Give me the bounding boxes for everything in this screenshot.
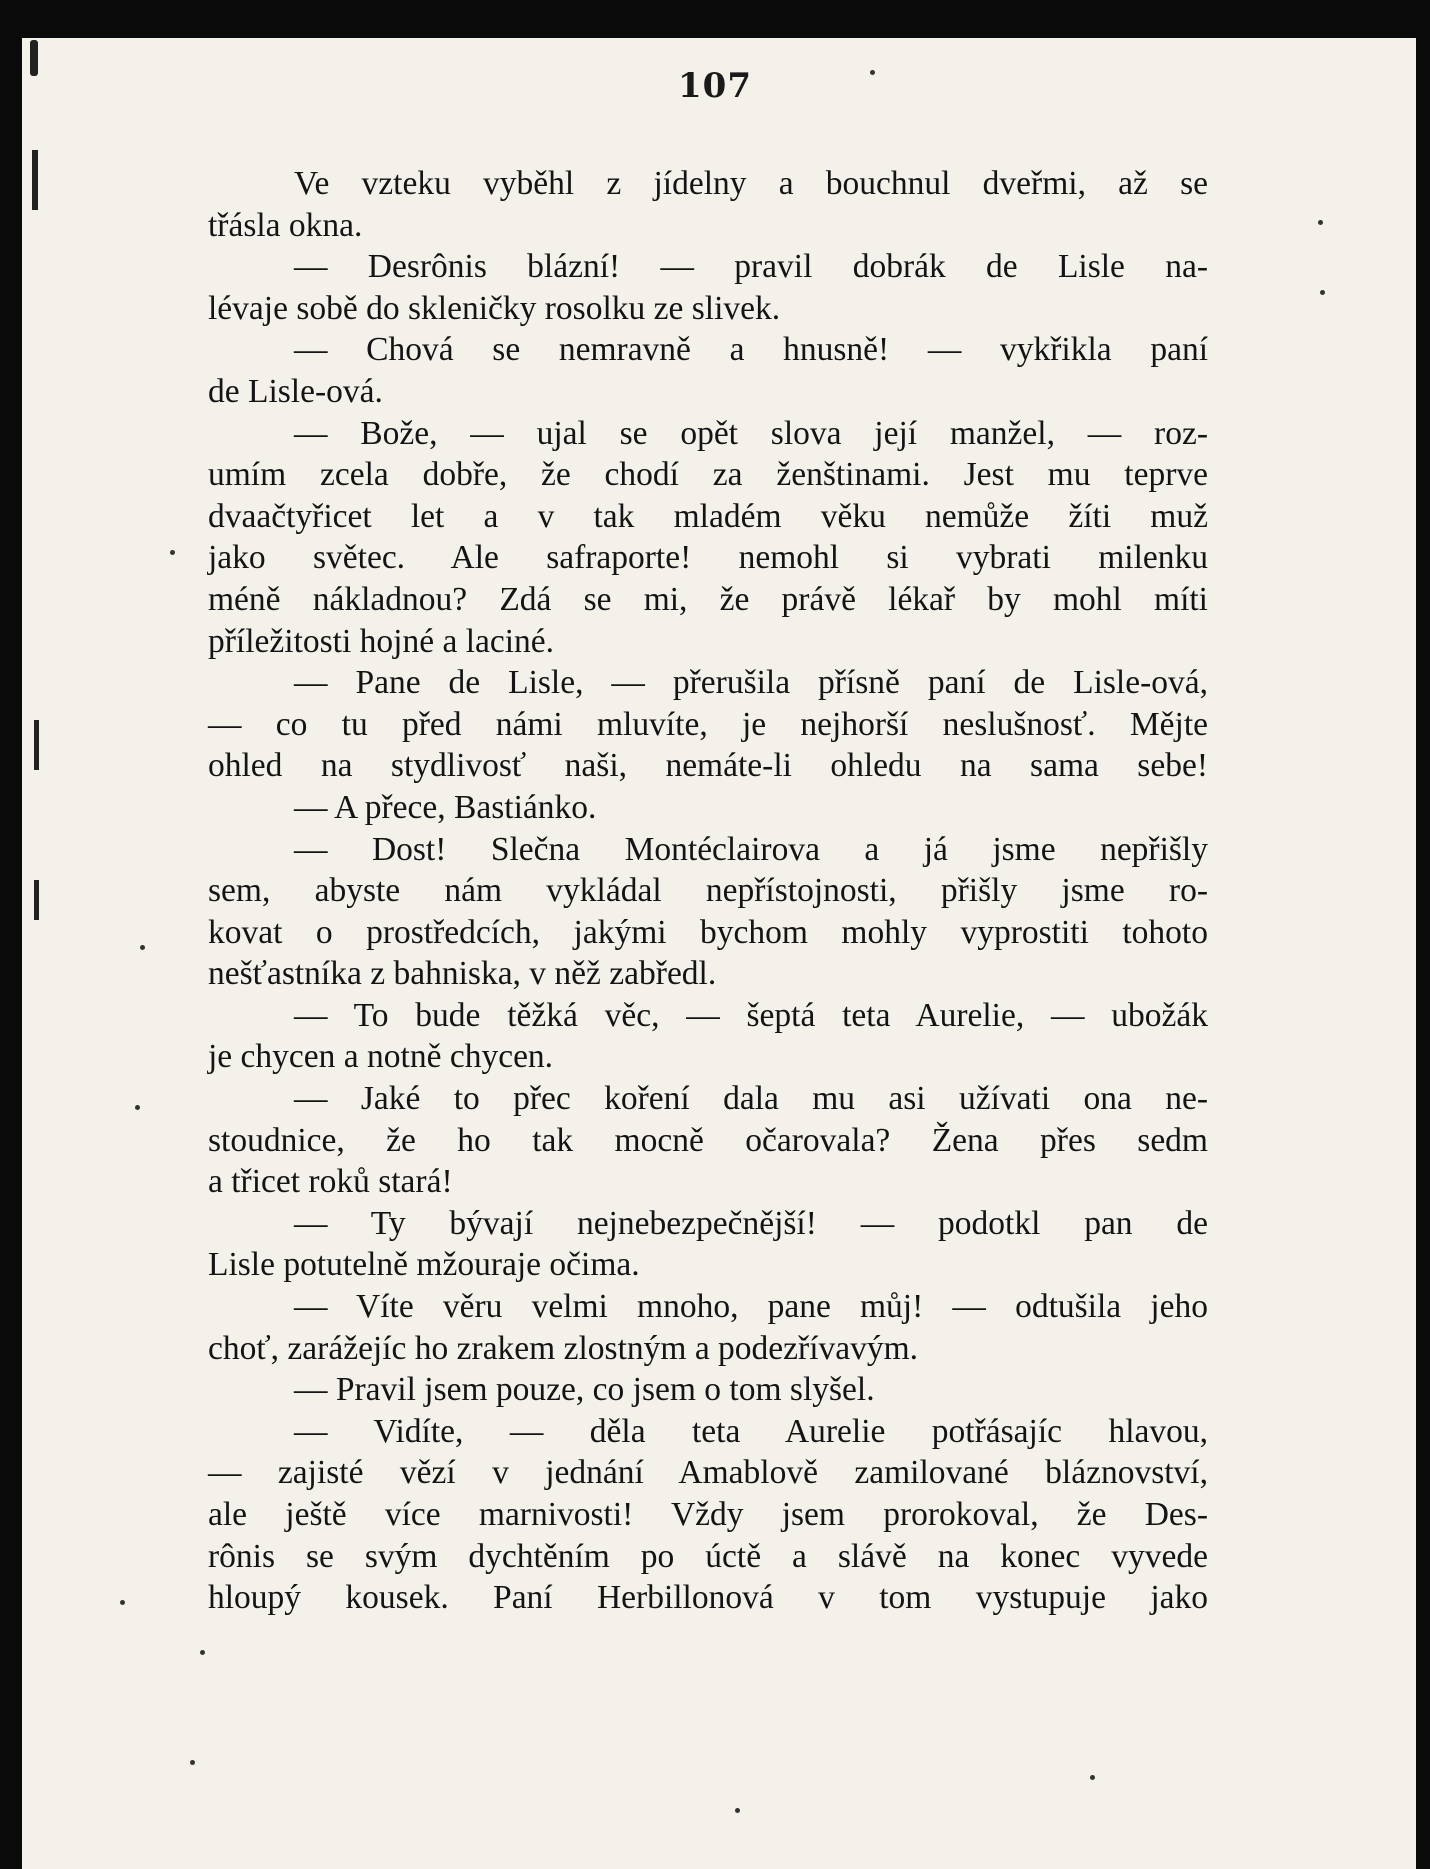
speck bbox=[135, 1105, 140, 1110]
binding-mark-3 bbox=[34, 880, 39, 920]
text-line: kovat o prostředcích, jakými bychom mohly vyprostiti tohoto bbox=[208, 913, 1208, 951]
text-line: jako světec. Ale safraporte! nemohl si vybrati milenku bbox=[208, 539, 1208, 577]
text-line: — Chová se nemravně a hnusně! — vykřikla paní bbox=[294, 331, 1208, 369]
speck bbox=[200, 1650, 205, 1655]
text-line: stoudnice, že ho tak mocně očarovala? Žena přes sedm bbox=[208, 1121, 1208, 1159]
speck bbox=[120, 1600, 125, 1605]
speck bbox=[735, 1808, 740, 1813]
text-line: a třicet roků stará! bbox=[208, 1163, 453, 1201]
text-line: Lisle potutelně mžouraje očima. bbox=[208, 1246, 640, 1284]
text-line: je chycen a notně chycen. bbox=[208, 1038, 554, 1076]
text-line: — Bože, — ujal se opět slova její manžel, — roz- bbox=[294, 414, 1208, 452]
text-line: lévaje sobě do skleničky rosolku ze slivek. bbox=[208, 289, 781, 327]
speck bbox=[190, 1760, 195, 1765]
text-line: nešťastníka z bahniska, v něž zabředl. bbox=[208, 955, 717, 993]
binding-mark-1 bbox=[32, 150, 38, 210]
text-line: — Pane de Lisle, — přerušila přísně paní de Lisle-ová, bbox=[294, 664, 1208, 702]
text-line: sem, abyste nám vykládal nepřístojnosti, přišly jsme ro- bbox=[208, 872, 1208, 910]
text-line: rônis se svým dychtěním po úctě a slávě na konec vyvede bbox=[208, 1537, 1208, 1575]
text-line: — Pravil jsem pouze, co jsem o tom slyšel. bbox=[294, 1371, 875, 1409]
speck bbox=[870, 70, 875, 75]
speck bbox=[170, 550, 175, 555]
text-line: umím zcela dobře, že chodí za ženštinami. Jest mu teprve bbox=[208, 456, 1208, 494]
text-line: hloupý kousek. Paní Herbillonová v tom vystupuje jako bbox=[208, 1579, 1208, 1617]
text-line: ohled na stydlivosť naši, nemáte-li ohledu na sama sebe! bbox=[208, 747, 1208, 785]
speck bbox=[1090, 1775, 1095, 1780]
text-line: — Desrônis blázní! — pravil dobrák de Lisle na- bbox=[294, 248, 1208, 286]
text-line: — zajisté vězí v jednání Amablově zamilované bláznovství, bbox=[208, 1454, 1208, 1492]
text-line: — Víte věru velmi mnoho, pane můj! — odtušila jeho bbox=[294, 1288, 1208, 1326]
text-line: příležitosti hojné a laciné. bbox=[208, 622, 555, 660]
text-line: choť, zarážejíc ho zrakem zlostným a podezřívavým. bbox=[208, 1329, 919, 1367]
text-line: — Ty bývají nejnebezpečnější! — podotkl pan de bbox=[294, 1204, 1208, 1242]
body-text bbox=[208, 163, 1208, 1619]
text-line: ale ještě více marnivosti! Vždy jsem prorokoval, že Des- bbox=[208, 1496, 1208, 1533]
text-line: — A přece, Bastiánko. bbox=[294, 788, 597, 826]
text-line: — Jaké to přec koření dala mu asi užívati ona ne- bbox=[294, 1080, 1208, 1118]
text-line: — To bude těžká věc, — šeptá teta Aurelie, — ubožák bbox=[294, 996, 1208, 1034]
speck bbox=[140, 945, 145, 950]
scan-right-border bbox=[1416, 0, 1430, 1869]
text-line: — Dost! Slečna Montéclairova a já jsme nepřišly bbox=[294, 830, 1208, 868]
speck bbox=[1320, 290, 1325, 295]
text-line: méně nákladnou? Zdá se mi, že právě lékař by mohl míti bbox=[208, 580, 1208, 618]
binding-mark-2 bbox=[34, 720, 39, 770]
text-line: — Vidíte, — děla teta Aurelie potřásajíc hlavou, bbox=[294, 1412, 1208, 1450]
text-line: třásla okna. bbox=[208, 206, 363, 244]
text-line: de Lisle-ová. bbox=[208, 372, 383, 410]
speck bbox=[1318, 220, 1323, 225]
text-line: Ve vzteku vyběhl z jídelny a bouchnul dveřmi, až se bbox=[294, 165, 1208, 202]
page-number: 107 bbox=[678, 66, 752, 106]
text-line: — co tu před námi mluvíte, je nejhorší neslušnosť. Mějte bbox=[208, 705, 1208, 743]
text-line: dvaačtyřicet let a v tak mladém věku nemůže žíti muž bbox=[208, 497, 1208, 535]
